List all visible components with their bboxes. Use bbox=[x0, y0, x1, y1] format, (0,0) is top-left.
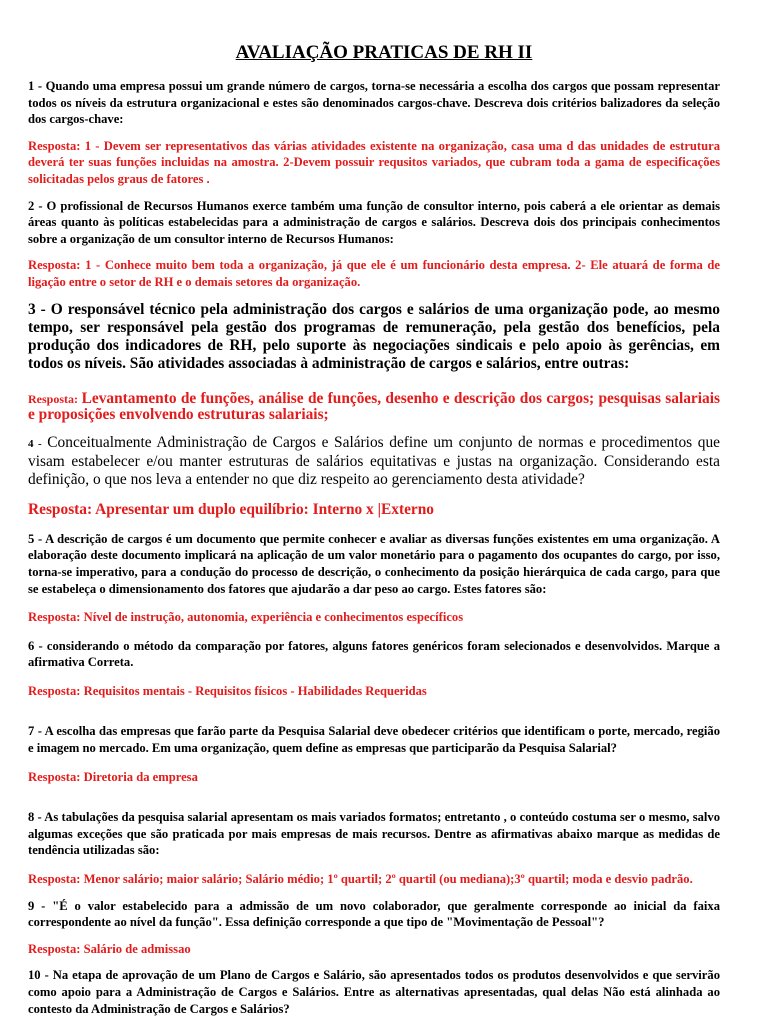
question-4-text: Conceitualmente Administração de Cargos e Salários define um conjunto de normas e procedimentos que visam estabelecer e/ou manter estruturas de salários equitativas e justas na organização. Considerando esta definição, o que nos leva a entender no que diz respeito ao gerenciamento desta atividade? bbox=[28, 433, 720, 488]
answer-3-text: Levantamento de funções, análise de funções, desenho e descrição dos cargos; pesquisas salariais e proposições envolvendo estruturas salariais; bbox=[28, 389, 720, 424]
question-10: 10 - Na etapa de aprovação de um Plano de Cargos e Salário, são apresentados todos os produtos desenvolvidos e que servirão como apoio para a Administração de Cargos e Salários. Entre as alternativas apresentadas, qual delas Não está alinhada ao contesto da Administração de Cargos e Salários? bbox=[28, 968, 720, 1016]
answer-3-label: Resposta: bbox=[28, 391, 78, 406]
answer-5: Resposta: Nível de instrução, autonomia, experiência e conhecimentos específicos bbox=[28, 610, 464, 625]
question-5: 5 - A descrição de cargos é um documento que permite conhecer e avaliar as diversas funções existentes em uma organização. A elaboração deste documento implicará na aplicação de um valor monetário para o pagamento dos ocupantes do cargo, por isso, torna-se imperativo, para a condução do processo de descrição, o conhecimento da posição hierárquica de cada cargo, para que se estabeleça o dimensionamento dos fatores que ajudarão a dar peso ao cargo. Estes fatores são: bbox=[28, 531, 720, 596]
question-4-number: 4 - bbox=[28, 437, 42, 450]
question-2: 2 - O profissional de Recursos Humanos exerce também uma função de consultor interno, pois caberá a ele orientar as demais áreas quanto às políticas estabelecidas para a administração de cargos e salários. Descreva dois dos principais conhecimentos sobre a organização de um consultor interno de Recursos Humanos: bbox=[28, 198, 720, 246]
answer-6: Resposta: Requisitos mentais - Requisitos físicos - Habilidades Requeridas bbox=[28, 683, 427, 698]
answer-1: Resposta: 1 - Devem ser representativos das várias atividades existente na organização, casa uma d das unidades de estrutura deverá ter suas funções incluidas na amostra. 2-Devem possuir requsitos variados, que cubram toda a gama de especificações solicitadas pelos graus de fatores . bbox=[28, 138, 720, 186]
spacer bbox=[28, 795, 720, 809]
question-6: 6 - considerando o método da comparação por fatores, alguns fatores genéricos foram selecionados e desenvolvidos. Marque a afirmativa Correta. bbox=[28, 638, 720, 670]
document-title: AVALIAÇÃO PRATICAS DE RH II bbox=[235, 42, 533, 63]
question-7: 7 - A escolha das empresas que farão parte da Pesquisa Salarial deve obedecer critérios que identificam o porte, mercado, região e imagem no mercado. Em uma organização, quem define as empresas que participarão da Pesquisa Salarial? bbox=[28, 724, 720, 756]
spacer bbox=[28, 709, 720, 723]
answer-7: Resposta: Diretoria da empresa bbox=[28, 769, 198, 784]
answer-9: Resposta: Salário de admissao bbox=[28, 941, 191, 956]
question-1: 1 - Quando uma empresa possui um grande número de cargos, torna-se necessária a escolha dos cargos que possam representar todos os níveis da estrutura organizacional e estes são denominados cargos-chave. Descreva dois critérios balizadores da seleção dos cargos-chave: bbox=[28, 79, 720, 127]
question-9: 9 - "É o valor estabelecido para a admissão de um novo colaborador, que geralmente corresponde ao inicial da faixa correspondente ao nível da função". Essa definição corresponde a que tipo de "Movimentação de Pessoal"? bbox=[28, 898, 720, 930]
question-4 bbox=[28, 434, 720, 489]
answer-3 bbox=[28, 391, 720, 424]
answer-2: Resposta: 1 - Conhece muito bem toda a organização, já que ele é um funcionário desta empresa. 2- Ele atuará de forma de ligação entre o setor de RH e o demais setores da organização. bbox=[28, 258, 720, 289]
question-8: 8 - As tabulações da pesquisa salarial apresentam os mais variados formatos; entretanto , o conteúdo costuma ser o mesmo, salvo algumas exceções que são praticada por mais empresas de mais recursos. Dentre as afirmativas abaixo marque as medidas de tendência utilizadas são: bbox=[28, 810, 720, 858]
question-3: 3 - O responsável técnico pela administração dos cargos e salários de uma organização pode, ao mesmo tempo, ser responsável pela gestão dos programas de remuneração, pela gestão dos benefícios, pela produção dos indicadores de RH, pelo suporte às negociações sindicais e pelo apoio às gerências, em todos os níveis. São atividades associadas à administração de cargos e salários, entre outras: bbox=[28, 300, 720, 372]
answer-8: Resposta: Menor salário; maior salário; Salário médio; 1º quartil; 2º quartil (ou mediana);3º quartil; moda e desvio padrão. bbox=[28, 872, 693, 887]
answer-4: Resposta: Apresentar um duplo equilíbrio: Interno x |Externo bbox=[28, 500, 434, 518]
